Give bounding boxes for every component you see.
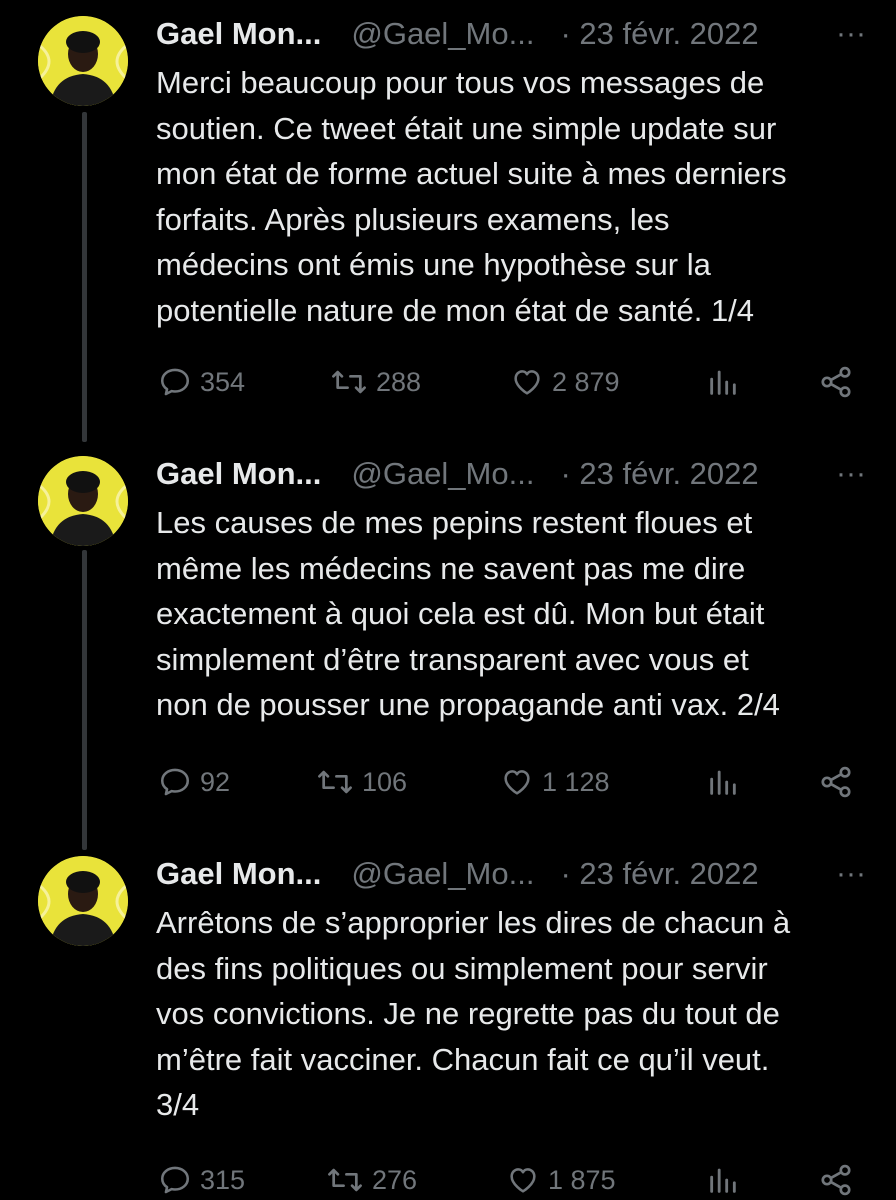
author-name[interactable]: Gael Mon... (156, 456, 322, 491)
author-name[interactable]: Gael Mon... (156, 16, 322, 51)
more-options-icon[interactable]: ··· (836, 857, 866, 890)
reply-count: 315 (200, 1164, 246, 1195)
avatar[interactable] (38, 856, 128, 946)
reply-icon (158, 365, 192, 399)
author-handle[interactable]: @Gael_Mo... (351, 16, 535, 51)
tweet-text: Merci beaucoup pour tous vos messages de soutien. Ce tweet était une simple update sur mon état de forme actuel suite à mes derniers forfaits. Après plusieurs examens, les médecins ont émis une hypothèse sur la potentielle nature de mon état de santé. 1/4 (156, 65, 787, 328)
tweet-text: Arrêtons de s’approprier les dires de chacun à des fins politiques ou simplement pour servir vos convictions. Je ne regrette pas du tout de m’être fait vacciner. Chacun fait ce qu’il veut. 3/4 (156, 905, 791, 1122)
retweet-count: 288 (376, 366, 422, 397)
more-options-icon[interactable]: ··· (836, 457, 866, 490)
views-icon (706, 765, 740, 799)
reply-icon (158, 1163, 192, 1197)
retweet-count: 106 (362, 766, 408, 797)
share-button[interactable] (818, 362, 854, 402)
tweet-header (156, 14, 866, 54)
avatar[interactable] (38, 16, 128, 106)
reply-button[interactable] (158, 1160, 245, 1200)
author-handle[interactable]: @Gael_Mo... (351, 856, 535, 891)
like-button[interactable] (500, 762, 610, 802)
tweet-1[interactable] (0, 0, 896, 440)
retweet-count: 276 (372, 1164, 418, 1195)
views-button[interactable] (706, 1160, 740, 1200)
share-button[interactable] (818, 762, 854, 802)
share-icon (818, 764, 854, 800)
retweet-button[interactable] (326, 1160, 417, 1200)
like-count: 2 879 (552, 366, 620, 397)
like-count: 1 875 (548, 1164, 616, 1195)
author-name[interactable]: Gael Mon... (156, 856, 322, 891)
reply-count: 92 (200, 766, 231, 797)
tweet-date[interactable]: · 23 févr. 2022 (560, 856, 759, 891)
tweet-actions (158, 362, 858, 402)
tweet-actions (158, 762, 858, 802)
share-icon (818, 364, 854, 400)
reply-button[interactable] (158, 762, 230, 802)
more-options-icon[interactable]: ··· (836, 17, 866, 50)
like-button[interactable] (506, 1160, 616, 1200)
retweet-icon (316, 765, 354, 799)
tweet-actions (158, 1160, 858, 1200)
views-icon (706, 1163, 740, 1197)
like-button[interactable] (510, 362, 620, 402)
tweet-date[interactable]: · 23 févr. 2022 (560, 16, 759, 51)
avatar[interactable] (38, 456, 128, 546)
tweet-header (156, 854, 866, 894)
share-button[interactable] (818, 1160, 854, 1200)
like-icon (510, 365, 544, 399)
tweet-text: Les causes de mes pepins restent floues et même les médecins ne savent pas me dire exactement à quoi cela est dû. Mon but était simplement d’être transparent avec vous et non de pousser une propagande anti vax. 2/4 (156, 505, 780, 722)
views-button[interactable] (706, 762, 740, 802)
tweet-date[interactable]: · 23 févr. 2022 (560, 456, 759, 491)
author-handle[interactable]: @Gael_Mo... (351, 456, 535, 491)
tweet-3[interactable] (0, 840, 896, 1200)
views-icon (706, 365, 740, 399)
retweet-icon (326, 1163, 364, 1197)
retweet-icon (330, 365, 368, 399)
reply-button[interactable] (158, 362, 245, 402)
tweet-2[interactable] (0, 440, 896, 840)
tweet-header (156, 454, 866, 494)
views-button[interactable] (706, 362, 740, 402)
share-icon (818, 1162, 854, 1198)
like-icon (506, 1163, 540, 1197)
retweet-button[interactable] (330, 362, 421, 402)
reply-icon (158, 765, 192, 799)
like-count: 1 128 (542, 766, 610, 797)
like-icon (500, 765, 534, 799)
retweet-button[interactable] (316, 762, 407, 802)
reply-count: 354 (200, 366, 246, 397)
